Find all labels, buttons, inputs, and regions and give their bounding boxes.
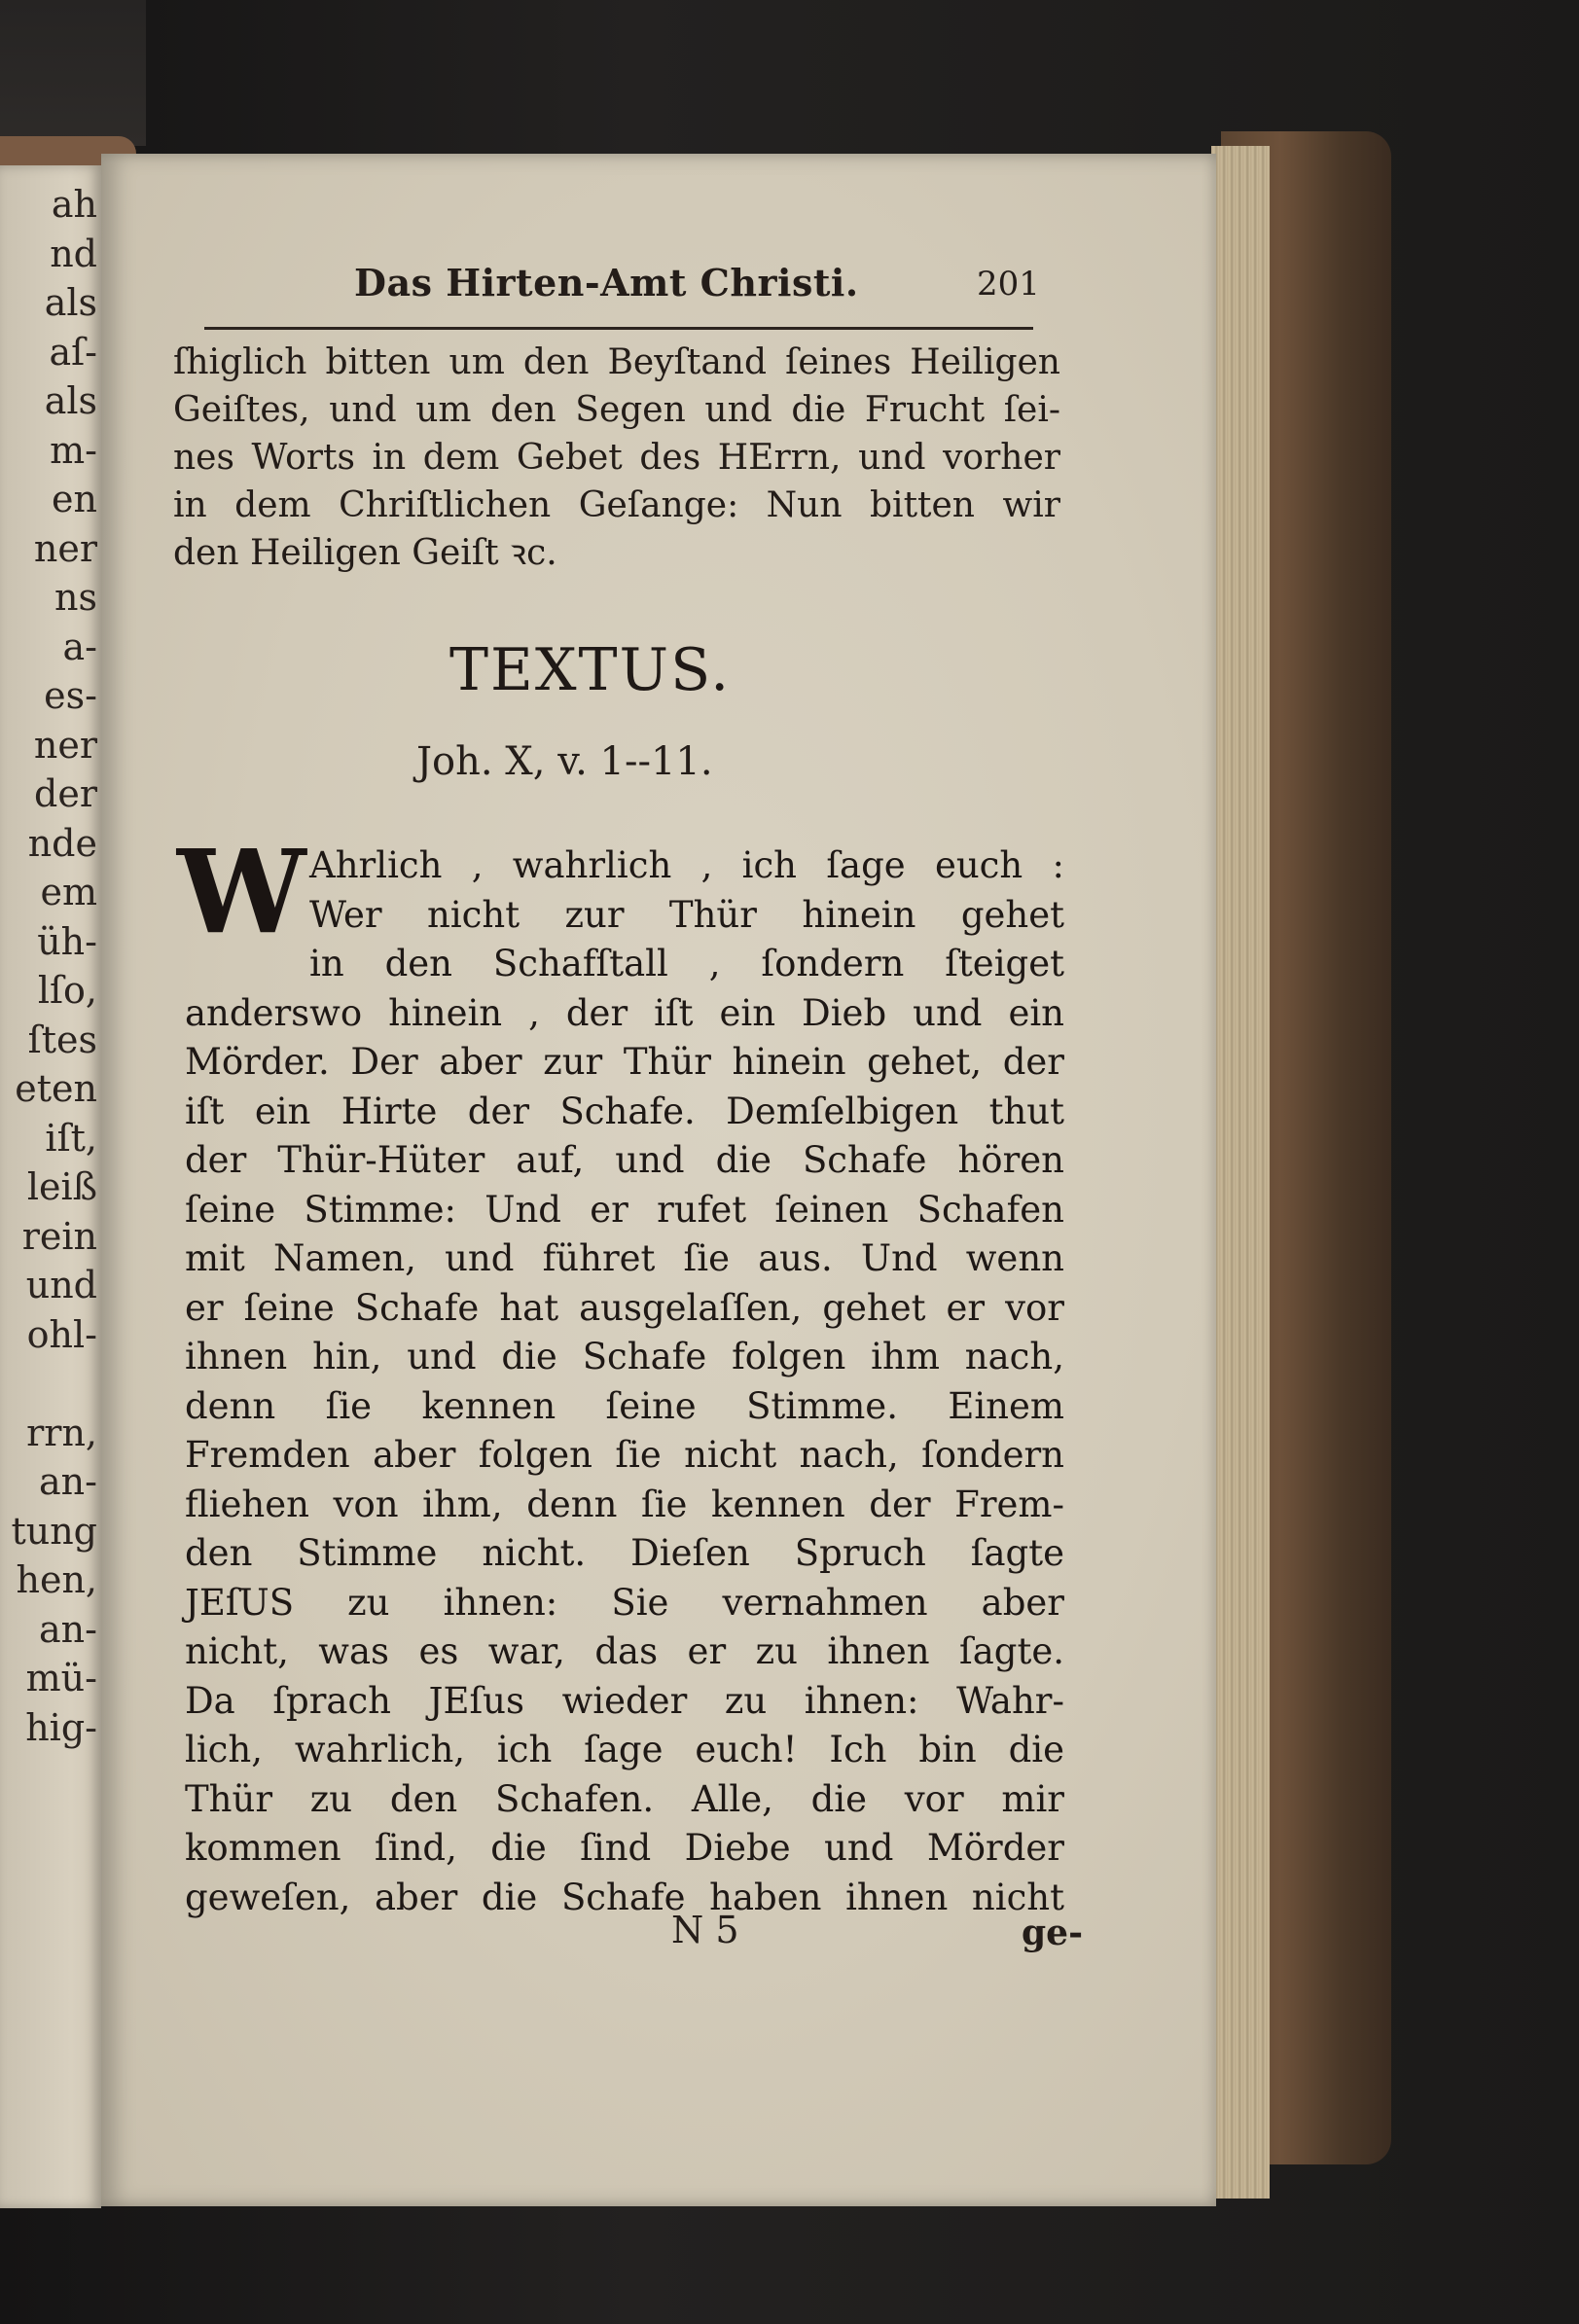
intro-line: in dem Chriſtlichen Geſange: Nun bitten wir [173, 485, 1060, 525]
left-page-fragment: hig- [25, 1705, 97, 1749]
left-page-fragment: nd [50, 232, 97, 275]
scripture-line: mit Namen, und führet ſie aus. Und wenn [185, 1237, 1064, 1279]
page-footer [662, 1909, 1084, 1957]
drop-cap: W [177, 824, 306, 959]
scripture-line: lich, wahrlich, ich ſage euch! Ich bin die [185, 1729, 1064, 1770]
intro-paragraph [173, 339, 1060, 577]
left-page-fragment: als [44, 281, 97, 324]
left-page-fragment: lſo, [37, 969, 97, 1012]
left-page-fragment: ner [33, 526, 97, 570]
scripture-line: JEſUS zu ihnen: Sie vernahmen aber [185, 1581, 1064, 1624]
left-page-fragment: ns [54, 576, 97, 619]
intro-line: nes Worts in dem Gebet des HErrn, und vorher [173, 438, 1060, 478]
scripture-line: kommen ſind, die ſind Diebe und Mörder [185, 1827, 1064, 1869]
left-page-fragment: als [44, 379, 97, 422]
left-page-fragment: an- [39, 1460, 97, 1503]
scripture-line: fliehen von ihm, denn ſie kennen der Frem- [185, 1483, 1064, 1525]
page-number: 201 [977, 265, 1040, 304]
left-page-fragment: nde [27, 821, 97, 865]
left-page-fragment: iſt, [45, 1116, 97, 1160]
intro-line: ſhiglich bitten um den Beyſtand ſeines Heiligen [173, 342, 1060, 382]
scripture-line: denn ſie kennen ſeine Stimme. Einem [185, 1384, 1064, 1427]
scripture-text [185, 841, 1064, 1922]
catchword: ge- [1022, 1913, 1084, 1953]
left-page-fragment: eten [15, 1067, 97, 1110]
left-cover-corner [0, 0, 146, 146]
left-page-fragment: ah [51, 183, 97, 226]
left-page-fragment: ohl- [26, 1312, 97, 1356]
scripture-line: anderswo hinein , der iſt ein Dieb und ein [185, 991, 1064, 1034]
scripture-line: ſeine Stimme: Und er rufet ſeinen Schafen [185, 1188, 1064, 1231]
intro-line: Geiſtes, und um den Segen und die Frucht ſei- [173, 390, 1060, 430]
scripture-line: Mörder. Der aber zur Thür hinein gehet, der [185, 1041, 1064, 1083]
scripture-line: iſt ein Hirte der Schafe. Demſelbigen thut [185, 1090, 1064, 1132]
scripture-line: Da ſprach JEſus wieder zu ihnen: Wahr- [185, 1679, 1064, 1722]
bible-reference: Joh. X, v. 1--11. [416, 739, 713, 784]
running-title: Das Hirten-Amt Christi. [354, 261, 859, 304]
section-heading: TEXTUS. [449, 636, 732, 704]
left-page-fragment: ſtes [27, 1018, 97, 1061]
page-stack-edges [1211, 146, 1270, 2199]
left-page-fragment: rein [21, 1214, 97, 1258]
scripture-line: Fremden aber folgen ſie nicht nach, ſondern [185, 1434, 1064, 1476]
scripture-line: Wer nicht zur Thür hinein gehet [309, 893, 1064, 936]
left-page-fragment: der [34, 772, 97, 815]
left-page-fragment: ner [33, 723, 97, 767]
signature-mark: N 5 [671, 1909, 739, 1951]
scripture-line: Thür zu den Schafen. Alle, die vor mir [185, 1777, 1064, 1820]
scripture-line: er ſeine Schafe hat ausgelaſſen, gehet er vor [185, 1286, 1064, 1329]
left-page-fragment: mü- [25, 1657, 97, 1699]
left-page-fragment: em [40, 871, 97, 913]
left-page-fragment: an- [39, 1607, 97, 1651]
scripture-line: Ahrlich , wahrlich , ich ſage euch : [309, 844, 1064, 886]
scripture-line: der Thür-Hüter auf, und die Schafe hören [185, 1139, 1064, 1181]
scripture-line: den Stimme nicht. Dieſen Spruch ſagte [185, 1532, 1064, 1574]
left-page-fragment: es- [44, 674, 97, 717]
header-rule [204, 327, 1033, 330]
scripture-line: nicht, was es war, das er zu ihnen ſagte. [185, 1630, 1064, 1672]
page-header [208, 261, 1045, 315]
scripture-line: ihnen hin, und die Schafe folgen ihm nach, [185, 1336, 1064, 1377]
left-page-fragment: und [25, 1264, 97, 1306]
left-page [0, 165, 101, 2208]
scripture-line: geweſen, aber die Schafe haben ihnen nicht [185, 1876, 1064, 1918]
left-page-fragment: rrn, [26, 1411, 97, 1454]
left-page-fragment: hen, [16, 1558, 97, 1601]
left-page-fragment: tung [11, 1509, 97, 1553]
left-page-fragment: aſ- [49, 330, 97, 374]
left-page-fragment: üh- [37, 919, 97, 963]
scripture-line: in den Schafſtall , ſondern ſteiget [309, 943, 1064, 984]
left-page-fragment: m- [50, 428, 97, 472]
left-page-fragment: leiß [26, 1165, 97, 1208]
left-page-fragment: a- [62, 625, 97, 668]
intro-line: den Heiligen Geiſt ꝛc. [173, 533, 557, 573]
left-page-fragment: en [52, 478, 97, 520]
